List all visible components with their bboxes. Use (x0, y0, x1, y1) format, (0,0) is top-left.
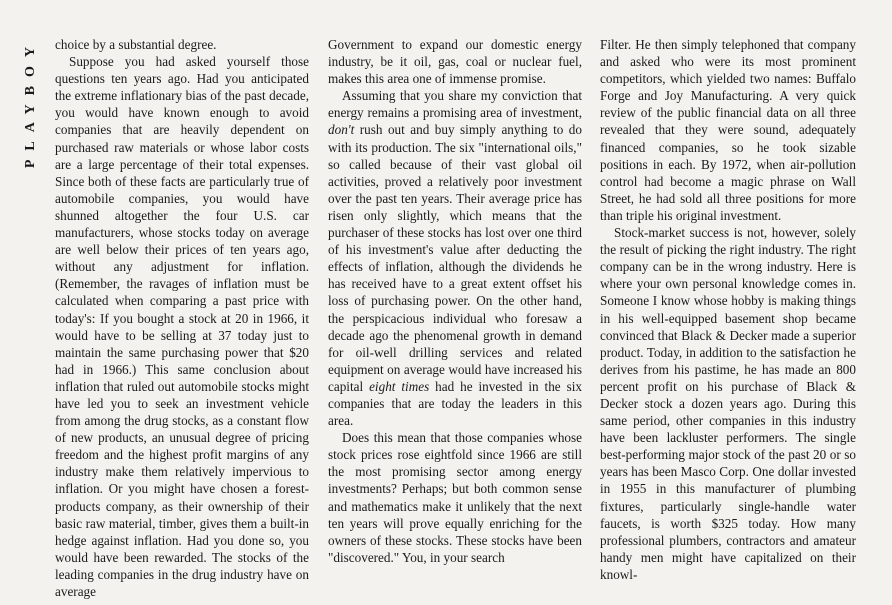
body-text: had he invested in the six companies that are today the leaders in this area. (328, 378, 582, 429)
body-text: Suppose you had asked yourself those questions ten years ago. Had you anticipated the extreme inflationary bias of the past decade, you would have known enough to avoid companies that are heavily dependent on purchased raw materials or whose labor costs are a large percentage of their total expenses. Since both of these facts are particularly true of automobile companies, you would have shunned altogether the four U.S. car manufacturers, whose stocks today on average are well below their prices of ten years ago, without any adjustment for inflation. (Remember, the ravages of inflation must be calculated when comparing a past price with today's: If you bought a stock at 20 in 1966, it would have to be selling at 37 today just to maintain the same purchasing power that $20 had in 1966.) This same conclusion about inflation that ruled out automobile stocks might have led you to seek an investment vehicle from among the drug stocks, as a constant flow of new products, an unusual degree of pricing freedom and the highest profit margins of any industry make them relatively impervious to inflation. Or you might have chosen a forest-products company, as their ownership of their basic raw material, timber, gives them a built-in hedge against inflation. Had you done so, you would have been rewarded. The stocks of the leading companies in the drug industry have on average (55, 54, 309, 599)
body-text: Government to expand our domestic energy industry, be it oil, gas, coal or nuclear fuel, makes this area one of immense promise. (328, 37, 582, 87)
paragraph (55, 36, 309, 53)
paragraph (328, 87, 582, 429)
body-text: Assuming that you share my conviction that energy remains a promising area of investment, (328, 88, 582, 121)
italic-text: don't (328, 122, 355, 138)
paragraph (600, 224, 856, 583)
body-text: choice by a substantial degree. (55, 37, 217, 52)
paragraph (328, 36, 582, 87)
paragraph (328, 429, 582, 566)
body-text: Does this mean that those companies whose stock prices rose eightfold since 1966 are still the most promising sector among energy investments? Perhaps; but both common sense and mathematics make it unlikely that the next ten years will prove equally enriching for the owners of these stocks. These stocks have been "discovered." You, in your search (328, 430, 582, 565)
body-text: Stock-market success is not, however, solely the result of picking the right industry. The right company can be in the wrong industry. Here is where your own personal knowledge comes in. Someone I know whose hobby is making things in his well-equipped basement shop became convinced that Black & Decker made a superior product. Today, in addition to the satisfaction he derives from his pastime, he has made an 800 percent profit on his purchase of Black & Decker stock a dozen years ago. During this same period, other companies in this industry have been lackluster performers. The single best-performing major stock of the past 20 or so years has been Masco Corp. One dollar invested in 1955 in this manufacturer of plumbing fixtures, particularly single-handle water faucets, is worth $325 today. How many professional plumbers, contractors and amateur handy men might have capitalized on their knowl- (600, 225, 856, 582)
italic-text: eight times (369, 378, 430, 394)
body-text: rush out and buy simply anything to do with its production. The six "international oils," so called because of their vast global oil activities, proved a relatively poor investment over the past ten years. Their average price has risen only slightly, which means that the purchaser of these stocks has lost over one third of his investment's value after deducting the effects of inflation, although the dividends he has received have to a great extent offset his loss of purchasing power. On the other hand, the perspicacious individual who foresaw a decade ago the phenomenal growth in demand for oil-well drilling services and related equipment on average would have increased his capital (328, 122, 582, 394)
body-text: Filter. He then simply telephoned that company and asked who were its most prominent competitors, which yielded two names: Buffalo Forge and Joy Manufacturing. A very quick review of the public financial data on all three revealed that they were sound, adequately financed companies, so he took sizable positions in each. By 1972, when air-pollution control had become a magic phrase on Wall Street, he had sold all three positions for more than triple his original investment. (600, 37, 856, 223)
text-column-2 (328, 36, 582, 566)
paragraph (600, 36, 856, 224)
paragraph (55, 53, 309, 600)
text-column-1 (55, 36, 309, 600)
running-head: PLAYBOY (23, 38, 38, 169)
text-column-3 (600, 36, 856, 583)
